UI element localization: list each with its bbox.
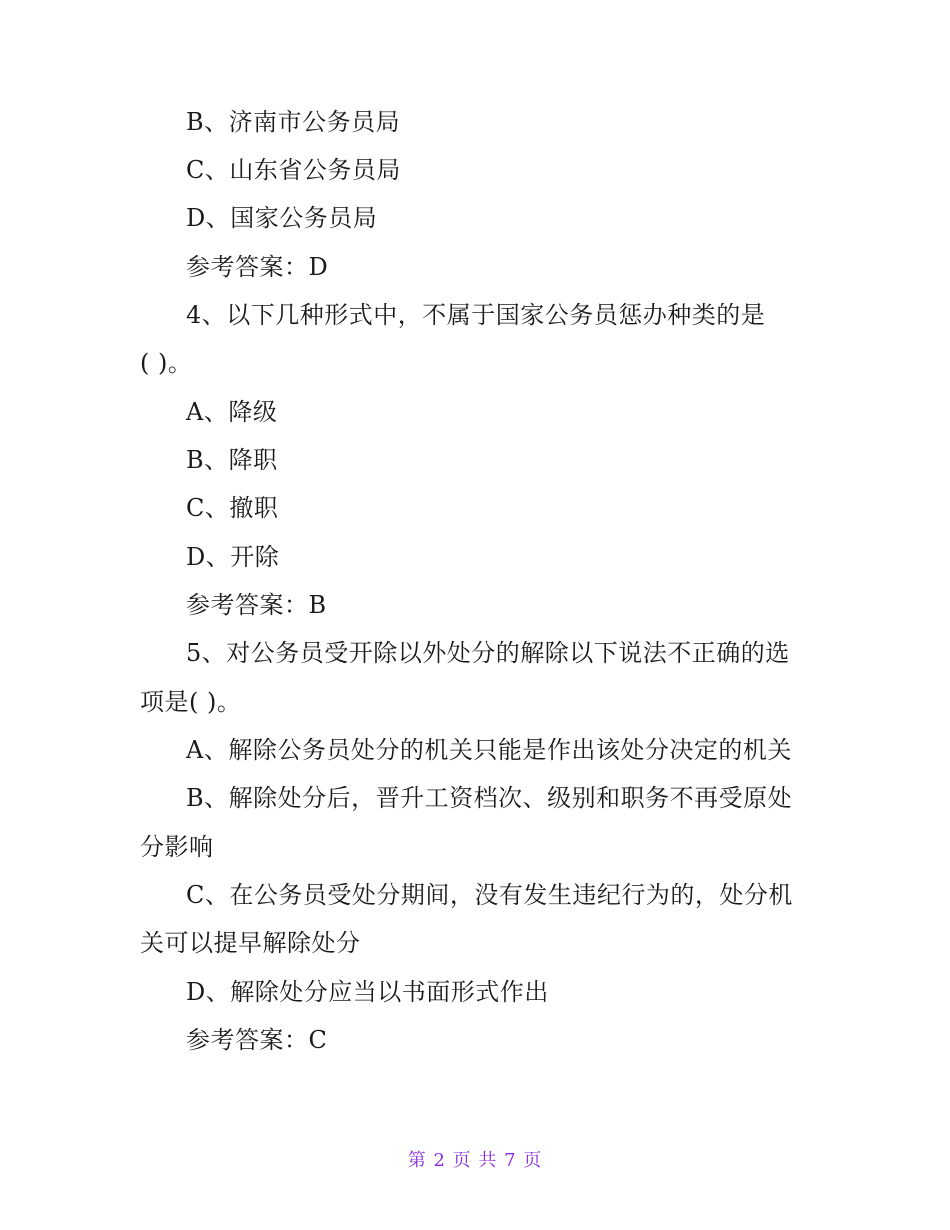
q3-option-c: C、山东省公务员局 [186, 156, 401, 184]
q3-option-b: B、济南市公务员局 [186, 108, 401, 136]
q4-answer: 参考答案：B [186, 591, 327, 619]
q5-stem-line1: 5、对公务员受开除以外处分的解除以下说法不正确的选 [186, 639, 790, 667]
q5-option-c-line2: 关可以提早解除处分 [140, 929, 361, 957]
q5-option-b-line2: 分影响 [140, 833, 214, 861]
q4-option-c: C、撤职 [186, 494, 279, 522]
q4-stem-line2: ( )。 [140, 349, 193, 377]
q3-option-d: D、国家公务员局 [186, 204, 378, 232]
q4-stem-line1: 4、以下几种形式中，不属于国家公务员惩办种类的是 [186, 301, 766, 329]
q5-option-b-line1: B、解除处分后，晋升工资档次、级别和职务不再受原处 [186, 784, 793, 812]
q5-option-d: D、解除处分应当以书面形式作出 [186, 978, 549, 1006]
q5-option-c-line1: C、在公务员受处分期间，没有发生违纪行为的，处分机 [186, 881, 793, 909]
q5-option-a: A、解除公务员处分的机关只能是作出该处分决定的机关 [186, 736, 792, 764]
q5-answer: 参考答案：C [186, 1026, 328, 1054]
q3-answer: 参考答案：D [186, 253, 329, 281]
q4-option-b: B、降职 [186, 446, 278, 474]
page-number-footer: 第 2 页 共 7 页 [407, 1150, 543, 1171]
q4-option-a: A、降级 [186, 398, 278, 426]
q5-stem-line2: 项是( )。 [140, 688, 242, 716]
q4-option-d: D、开除 [186, 543, 280, 571]
